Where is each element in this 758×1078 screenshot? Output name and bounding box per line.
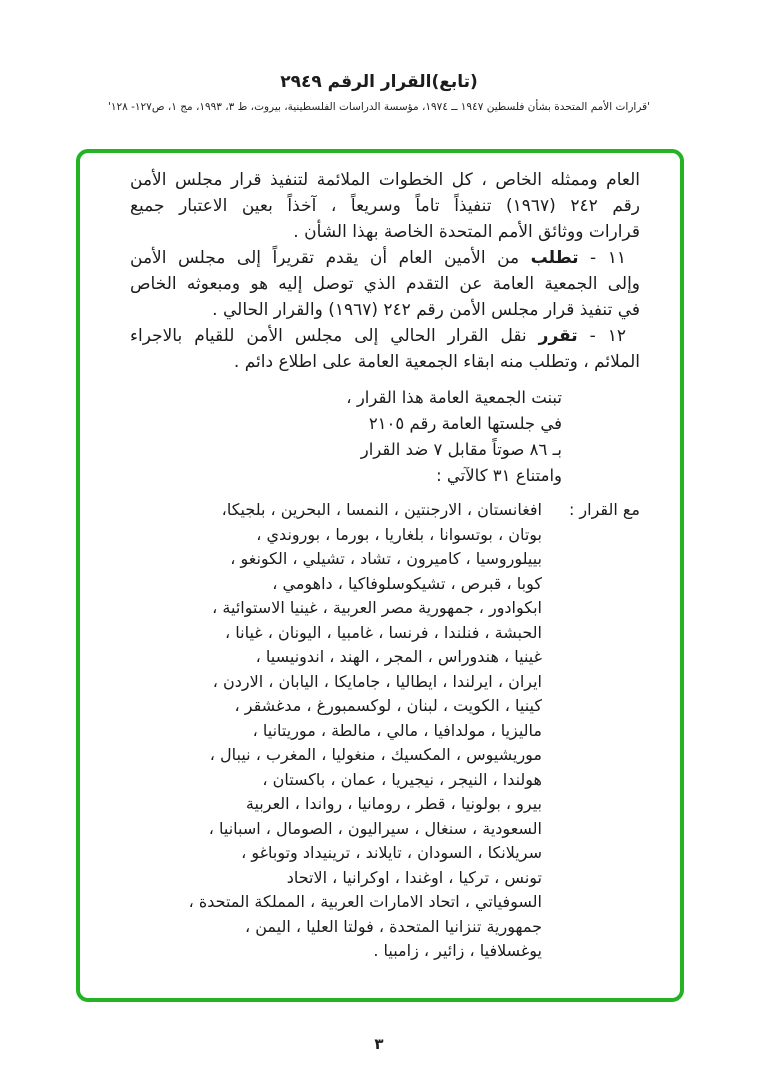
country-line: غينيا ، هندوراس ، المجر ، الهند ، اندونيسيا ،: [255, 647, 542, 666]
bold-keyword: تطلب: [530, 248, 579, 268]
country-line: ايران ، ايرلندا ، ايطاليا ، جامايكا ، اليابان ، الاردن ،: [212, 671, 542, 691]
paragraph-line: [130, 219, 640, 245]
vote-list-label: مع القرار :: [568, 500, 640, 519]
vote-list: [130, 498, 640, 964]
country-line: جمهورية تنزانيا المتحدة ، فولتا العليا ، اليمن ،: [244, 916, 542, 936]
country-line: هولندا ، النيجر ، نيجيريا ، عمان ، باكستان ،: [262, 769, 542, 789]
country-line: ماليزيا ، مولدافيا ، مالي ، مالطة ، موريتانيا ،: [252, 720, 542, 740]
paragraph-line: [130, 193, 640, 219]
country-line: بيرو ، بولونيا ، قطر ، رومانيا ، رواندا ، العربية: [245, 794, 542, 813]
text-segment: وإلى الجمعية العامة عن التقدم الذي توصل إليه هو ومبعوثه الخاص: [130, 274, 640, 294]
country-line: ابكوادور ، جمهورية مصر العربية ، غينيا الاستوائية ،: [212, 598, 542, 617]
note-line: في جلستها العامة رقم ٢١٠٥: [368, 414, 562, 433]
text-segment: قرارات ووثائق الأمم المتحدة الخاصة بهذا الشأن .: [293, 222, 640, 242]
country-line: الحبشة ، فنلندا ، فرنسا ، غامبيا ، اليونان ، غيانا ،: [224, 622, 542, 642]
country-line: موريشيوس ، المكسيك ، منغوليا ، المغرب ، نيبال ،: [209, 745, 542, 764]
paragraph-line: [130, 245, 640, 271]
country-line: السعودية ، سنغال ، سيراليون ، الصومال ، اسبانيا ،: [208, 818, 542, 838]
text-segment: في تنفيذ قرار مجلس الأمن رقم ٢٤٢ (١٩٦٧) والقرار الحالي .: [212, 300, 640, 320]
source-citation-line: 'قرارات الأمم المتحدة بشأن فلسطين ١٩٤٧ ــ ١٩٧٤، مؤسسة الدراسات الفلسطينية، بيروت، ط ٣، ١٩٩٣، مج ١، ص١٢٧- ١٢٨': [107, 101, 651, 113]
country-line: بوتان ، بوتسوانا ، بلغاريا ، بورما ، بوروندي ،: [256, 524, 542, 544]
note-line: بـ ٨٦ صوتاً مقابل ٧ ضد القرار: [360, 440, 562, 459]
text-segment: رقم ٢٤٢ (١٩٦٧) تنفيذاً تاماً وسريعاً ، آخذاً بعين الاعتبار جميع: [130, 196, 640, 216]
paragraph-line: [130, 323, 640, 349]
paragraph-line: [130, 167, 640, 193]
country-line: كوبا ، قبرص ، تشيكوسلوفاكيا ، داهومي ،: [272, 573, 542, 593]
text-segment: ١١ -: [578, 248, 626, 268]
country-line: السوفياتي ، اتحاد الامارات العربية ، المملكة المتحدة ،: [188, 892, 542, 911]
resolution-green-border-box: [76, 149, 684, 1002]
text-segment: العام وممثله الخاص ، كل الخطوات الملائمة لتنفيذ قرار مجلس الأمن: [130, 170, 640, 190]
text-segment: من الأمين العام أن يقدم تقريراً إلى مجلس الأمن: [130, 248, 531, 268]
adoption-note: [130, 385, 640, 489]
country-line: افغانستان ، الارجنتين ، النمسا ، البحرين ، بلجيكا،: [221, 500, 542, 519]
paragraph-line: [130, 297, 640, 323]
vote-country-lines: [130, 498, 542, 964]
paragraph-line: [130, 271, 640, 297]
resolution-paragraphs: [130, 167, 640, 375]
paragraph-line: [130, 349, 640, 375]
text-segment: الملائم ، وتطلب منه ابقاء الجمعية العامة على اطلاع دائم .: [233, 352, 640, 372]
text-segment: نقل القرار الحالي إلى مجلس الأمن للقيام بالاجراء: [130, 326, 539, 346]
country-line: بييلوروسيا ، كاميرون ، تشاد ، تشيلي ، الكونغو ،: [230, 549, 542, 568]
resolution-title: (تابع)القرار الرقم ٢٩٤٩: [280, 72, 478, 92]
page-number: ٣: [374, 1035, 384, 1053]
bold-keyword: تقرر: [538, 326, 578, 346]
text-segment: ١٢ -: [577, 326, 627, 346]
note-line: تبنت الجمعية العامة هذا القرار ،: [346, 388, 562, 407]
country-line: تونس ، تركيا ، اوغندا ، اوكرانيا ، الاتحاد: [286, 867, 542, 887]
note-line: وامتناع ٣١ كالآتي :: [436, 466, 562, 485]
country-line: يوغسلافيا ، زائير ، زامبيا .: [373, 941, 542, 960]
country-line: سريلانكا ، السودان ، تايلاند ، ترينيداد وتوباغو ،: [241, 843, 542, 862]
country-line: كينيا ، الكويت ، لبنان ، لوكسمبورغ ، مدغشقر ،: [234, 696, 542, 715]
